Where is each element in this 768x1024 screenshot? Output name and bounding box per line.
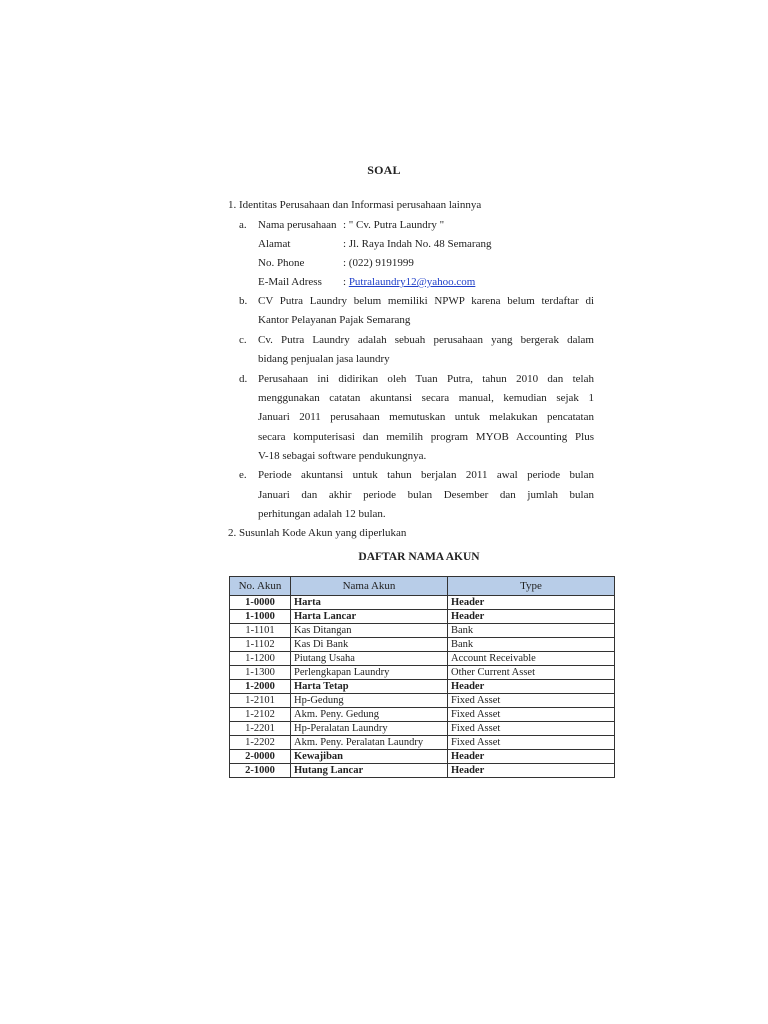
page-title: SOAL bbox=[367, 163, 401, 177]
account-type: Account Receivable bbox=[448, 652, 615, 666]
account-name: Kewajiban bbox=[291, 750, 448, 764]
table-row bbox=[230, 652, 615, 666]
item-d-line-1: Perusahaan ini didirikan oleh Tuan Putra, tahun 2010 dan telah bbox=[258, 373, 594, 385]
account-table bbox=[229, 576, 615, 778]
item-d-line-5: V-18 sebagai software pendukungnya. bbox=[258, 450, 427, 462]
section-1-number: 1. bbox=[228, 199, 237, 211]
account-type: Header bbox=[448, 764, 615, 778]
account-name: Kas Ditangan bbox=[291, 624, 448, 638]
item-c-line-2: bidang penjualan jasa laundry bbox=[258, 353, 390, 365]
company-name-value: : " Cv. Putra Laundry " bbox=[343, 219, 445, 231]
item-e-line-2: Januari dan akhir periode bulan Desember dan jumlah bulan bbox=[258, 489, 594, 501]
account-name: Hp-Gedung bbox=[291, 694, 448, 708]
table-row bbox=[230, 666, 615, 680]
account-type: Fixed Asset bbox=[448, 736, 615, 750]
table-title: DAFTAR NAMA AKUN bbox=[358, 551, 480, 563]
table-row bbox=[230, 736, 615, 750]
item-c-letter: c. bbox=[239, 334, 247, 346]
table-row bbox=[230, 638, 615, 652]
account-number: 1-1000 bbox=[230, 610, 291, 624]
account-type: Bank bbox=[448, 638, 615, 652]
account-number: 1-2101 bbox=[230, 694, 291, 708]
account-name: Piutang Usaha bbox=[291, 652, 448, 666]
phone-label: No. Phone bbox=[258, 257, 305, 269]
item-b-line-2: Kantor Pelayanan Pajak Semarang bbox=[258, 314, 411, 326]
account-number: 1-2202 bbox=[230, 736, 291, 750]
item-c-line-1: Cv. Putra Laundry adalah sebuah perusahaan yang bergerak dalam bbox=[258, 334, 594, 346]
item-e-line-3: perhitungan adalah 12 bulan. bbox=[258, 508, 386, 520]
email-label: E-Mail Adress bbox=[258, 276, 322, 288]
table-row bbox=[230, 610, 615, 624]
account-name: Harta Tetap bbox=[291, 680, 448, 694]
account-type: Fixed Asset bbox=[448, 694, 615, 708]
item-d-letter: d. bbox=[239, 373, 248, 385]
section-2-number: 2. bbox=[228, 527, 237, 539]
account-type: Header bbox=[448, 750, 615, 764]
account-number: 1-1200 bbox=[230, 652, 291, 666]
col-header-no-akun: No. Akun bbox=[230, 577, 291, 596]
account-type: Fixed Asset bbox=[448, 708, 615, 722]
account-name: Perlengkapan Laundry bbox=[291, 666, 448, 680]
table-row bbox=[230, 722, 615, 736]
account-type: Bank bbox=[448, 624, 615, 638]
item-d-line-2: menggunakan catatan akuntansi secara manual, kemudian sejak 1 bbox=[258, 392, 594, 404]
col-header-type: Type bbox=[448, 577, 615, 596]
account-name: Akm. Peny. Gedung bbox=[291, 708, 448, 722]
address-value: : Jl. Raya Indah No. 48 Semarang bbox=[343, 238, 492, 250]
item-d-line-3: Januari 2011 perusahaan memutuskan untuk melakukan pencatatan bbox=[258, 411, 594, 423]
col-header-nama-akun: Nama Akun bbox=[291, 577, 448, 596]
account-number: 1-1102 bbox=[230, 638, 291, 652]
company-name-label: Nama perusahaan bbox=[258, 219, 337, 231]
account-name: Kas Di Bank bbox=[291, 638, 448, 652]
account-type: Header bbox=[448, 596, 615, 610]
email-row bbox=[343, 275, 475, 289]
table-row bbox=[230, 694, 615, 708]
account-name: Hp-Peralatan Laundry bbox=[291, 722, 448, 736]
item-e-line-1: Periode akuntansi untuk tahun berjalan 2011 awal periode bulan bbox=[258, 469, 594, 481]
email-link[interactable]: Putralaundry12@yahoo.com bbox=[348, 276, 476, 288]
phone-value: : (022) 9191999 bbox=[343, 257, 414, 269]
item-a-letter: a. bbox=[239, 219, 247, 231]
email-prefix: : bbox=[343, 276, 349, 288]
account-number: 1-2201 bbox=[230, 722, 291, 736]
item-b-letter: b. bbox=[239, 295, 248, 307]
account-number: 1-1300 bbox=[230, 666, 291, 680]
account-type: Header bbox=[448, 610, 615, 624]
table-row bbox=[230, 680, 615, 694]
account-number: 1-2102 bbox=[230, 708, 291, 722]
item-b-line-1: CV Putra Laundry belum memiliki NPWP karena belum terdaftar di bbox=[258, 295, 594, 307]
address-label: Alamat bbox=[258, 238, 291, 250]
account-name: Harta bbox=[291, 596, 448, 610]
item-e-letter: e. bbox=[239, 469, 247, 481]
account-number: 1-0000 bbox=[230, 596, 291, 610]
account-name: Hutang Lancar bbox=[291, 764, 448, 778]
account-number: 2-1000 bbox=[230, 764, 291, 778]
table-row bbox=[230, 764, 615, 778]
account-type: Fixed Asset bbox=[448, 722, 615, 736]
section-1-heading: Identitas Perusahaan dan Informasi perusahaan lainnya bbox=[239, 199, 482, 211]
table-row bbox=[230, 624, 615, 638]
item-d-line-4: secara komputerisasi dan memilih program MYOB Accounting Plus bbox=[258, 431, 594, 443]
table-header-row bbox=[230, 577, 615, 596]
table-row bbox=[230, 750, 615, 764]
table-row bbox=[230, 708, 615, 722]
account-name: Akm. Peny. Peralatan Laundry bbox=[291, 736, 448, 750]
account-type: Other Current Asset bbox=[448, 666, 615, 680]
account-name: Harta Lancar bbox=[291, 610, 448, 624]
account-type: Header bbox=[448, 680, 615, 694]
section-2-heading: Susunlah Kode Akun yang diperlukan bbox=[239, 527, 407, 539]
table-row bbox=[230, 596, 615, 610]
account-number: 1-2000 bbox=[230, 680, 291, 694]
account-number: 1-1101 bbox=[230, 624, 291, 638]
account-number: 2-0000 bbox=[230, 750, 291, 764]
